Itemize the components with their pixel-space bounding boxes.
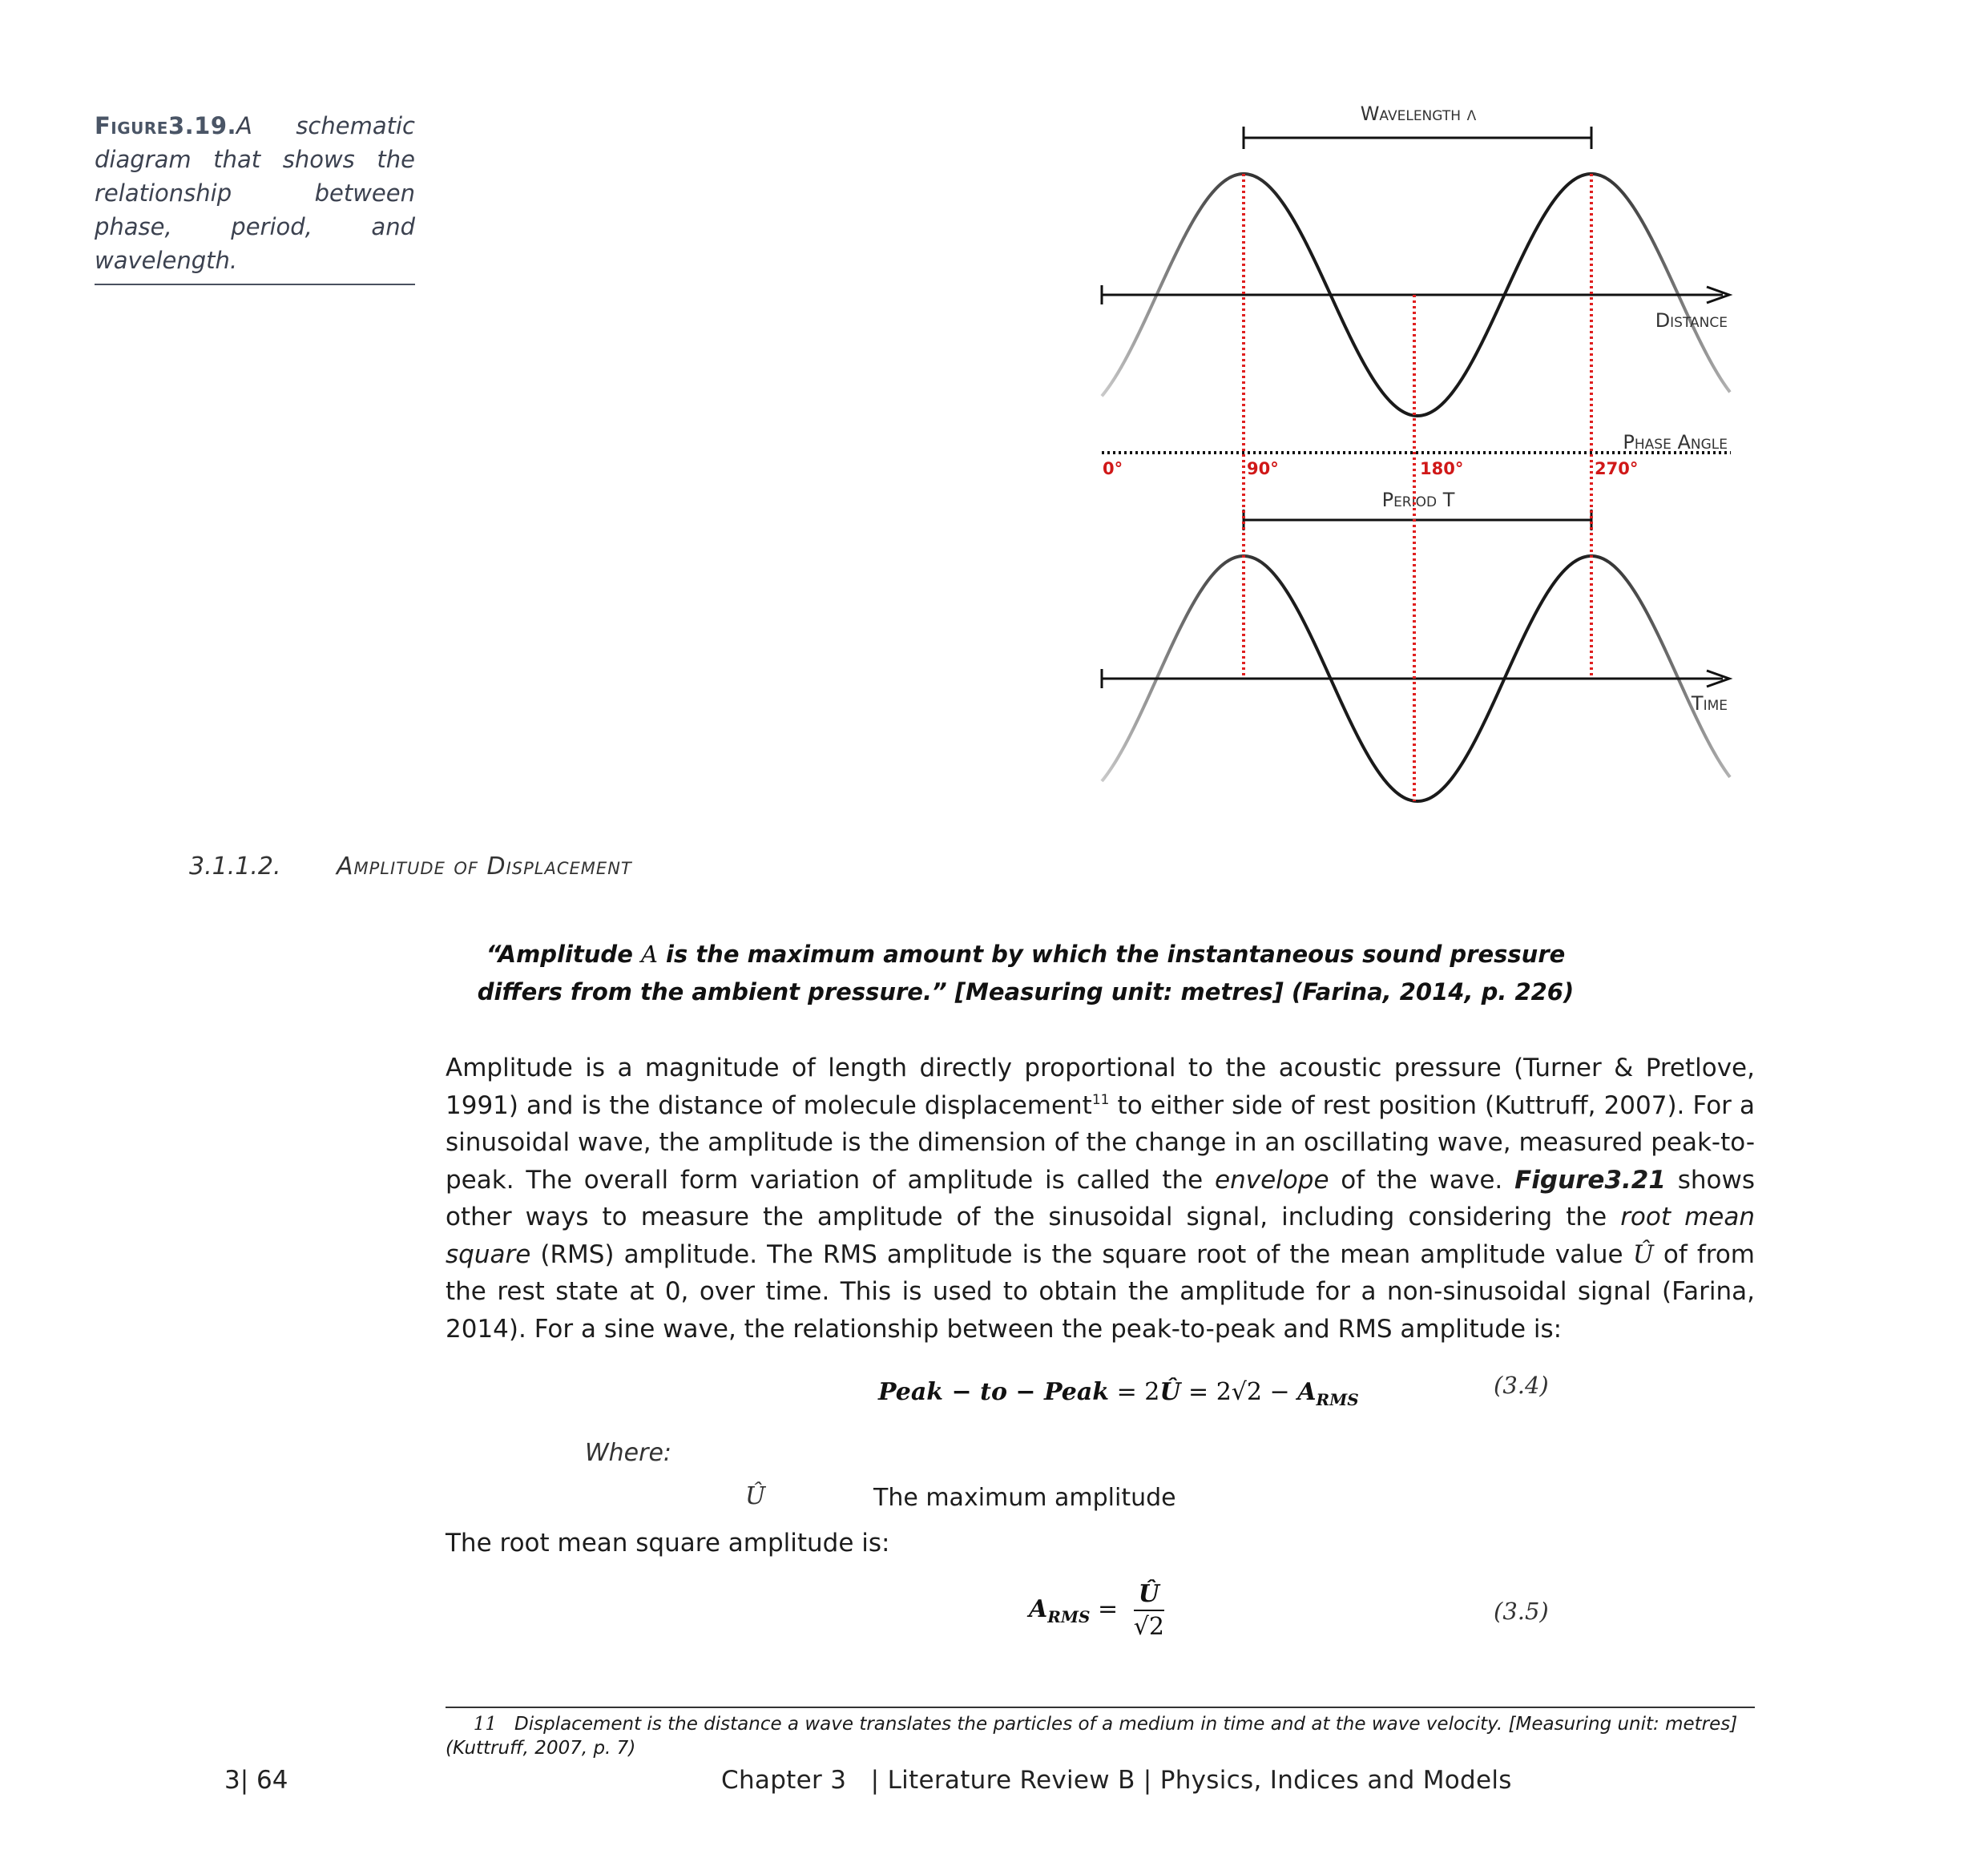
footnote-number: 11 xyxy=(473,1714,497,1735)
figure-caption xyxy=(95,109,415,285)
body-text-6: of from the rest state at 0, over time. This is used to obtain the amplitude for a non-sinusoidal signal (Farina, 2014). For a sine wave, the relationship between the peak-to-peak and RMS amplitude is: xyxy=(446,1239,1755,1344)
eq2-equals: = xyxy=(1090,1595,1126,1623)
running-footer: Chapter 3 | Literature Review B | Physics, Indices and Models xyxy=(721,1766,1512,1795)
body-text-2: to either side of rest position (Kuttruff, 2007). For a sinusoidal wave, the amplitude is the dimension of the change in an oscillating wave, measured peak-to-peak. The overall form variation of amplitude is called the xyxy=(446,1090,1755,1195)
period-label: Period T xyxy=(1381,489,1455,511)
distance-label: Distance xyxy=(1655,309,1728,332)
u-hat-symbol: Û xyxy=(1632,1239,1654,1269)
phase-tick-0: 0° xyxy=(1103,459,1123,478)
section-title: Amplitude of Displacement xyxy=(337,852,632,881)
phase-tick-270: 270° xyxy=(1595,459,1639,478)
eq1-mid: = 2 xyxy=(1109,1378,1160,1406)
eq2-rms-subscript: RMS xyxy=(1047,1607,1091,1626)
eq1-lhs: Peak − to − Peak xyxy=(878,1378,1110,1406)
definition-quote xyxy=(449,936,1603,1011)
footnote xyxy=(446,1712,1760,1760)
eq2-fraction xyxy=(1134,1580,1164,1641)
phase-angle-label: Phase Angle xyxy=(1623,431,1728,453)
footnote-text: Displacement is the distance a wave translates the particles of a medium in time and at the wave velocity. [Measuring unit: metres] (Kuttruff, 2007, p. 7) xyxy=(446,1714,1738,1759)
equation-3-5-number: (3.5) xyxy=(1494,1598,1549,1625)
rms-term: root mean square xyxy=(446,1203,1755,1269)
eq1-a: A xyxy=(1297,1378,1317,1406)
body-text-1: Amplitude is a magnitude of length directly proportional to the acoustic pressure (Turner & Pretlove, 1991) and is the distance of molecule displacement xyxy=(446,1054,1755,1120)
phase-tick-180: 180° xyxy=(1420,459,1464,478)
equation-3-5 xyxy=(1029,1580,1164,1641)
figure-caption-text: A schematic diagram that shows the relationship between phase, period, and wavelength. xyxy=(95,112,415,274)
eq2-a: A xyxy=(1029,1595,1048,1623)
quote-part2: is the maximum amount by which the instantaneous sound pressure differs from the ambient pressure.” [Measuring unit: metres] (Farina, 2014, p. 226) xyxy=(477,941,1575,1006)
where-label: Where: xyxy=(585,1439,672,1467)
body-text-3: of the wave. xyxy=(1329,1165,1515,1195)
eq1-u-hat: Û xyxy=(1159,1378,1181,1406)
footnote-ref[interactable]: 11 xyxy=(1091,1091,1110,1108)
rms-intro-text: The root mean square amplitude is: xyxy=(446,1529,890,1558)
figure-cross-reference[interactable]: Figure3.21 xyxy=(1514,1165,1666,1195)
equation-3-4 xyxy=(878,1378,1359,1409)
envelope-term: envelope xyxy=(1215,1165,1329,1195)
section-number: 3.1.1.2. xyxy=(189,852,281,881)
variable-symbol: Û xyxy=(745,1482,766,1510)
phase-tick-90: 90° xyxy=(1247,459,1279,478)
wavelength-label: Wavelength λ xyxy=(1360,103,1477,125)
amplitude-symbol: A xyxy=(640,941,658,968)
quote-part1: “Amplitude xyxy=(486,941,641,968)
figure-caption-label: Figure3.19. xyxy=(95,112,237,139)
eq2-denominator: √2 xyxy=(1133,1613,1164,1641)
eq1-rest: = 2√2 − xyxy=(1180,1378,1298,1406)
eq2-numerator: Û xyxy=(1134,1580,1164,1611)
eq1-rms-subscript: RMS xyxy=(1316,1390,1359,1409)
phase-period-wavelength-diagram xyxy=(1090,96,1763,817)
body-text-4: shows other ways to measure the amplitude of the sinusoidal signal, including considering the xyxy=(446,1165,1756,1231)
page-number: 3| 64 xyxy=(224,1766,288,1795)
time-label: Time xyxy=(1691,692,1728,715)
body-paragraph xyxy=(446,1050,1755,1348)
equation-3-4-number: (3.4) xyxy=(1494,1372,1549,1399)
footnote-divider xyxy=(446,1707,1755,1708)
body-text-5: (RMS) amplitude. The RMS amplitude is the square root of the mean amplitude value xyxy=(530,1239,1633,1269)
variable-description: The maximum amplitude xyxy=(873,1484,1176,1512)
